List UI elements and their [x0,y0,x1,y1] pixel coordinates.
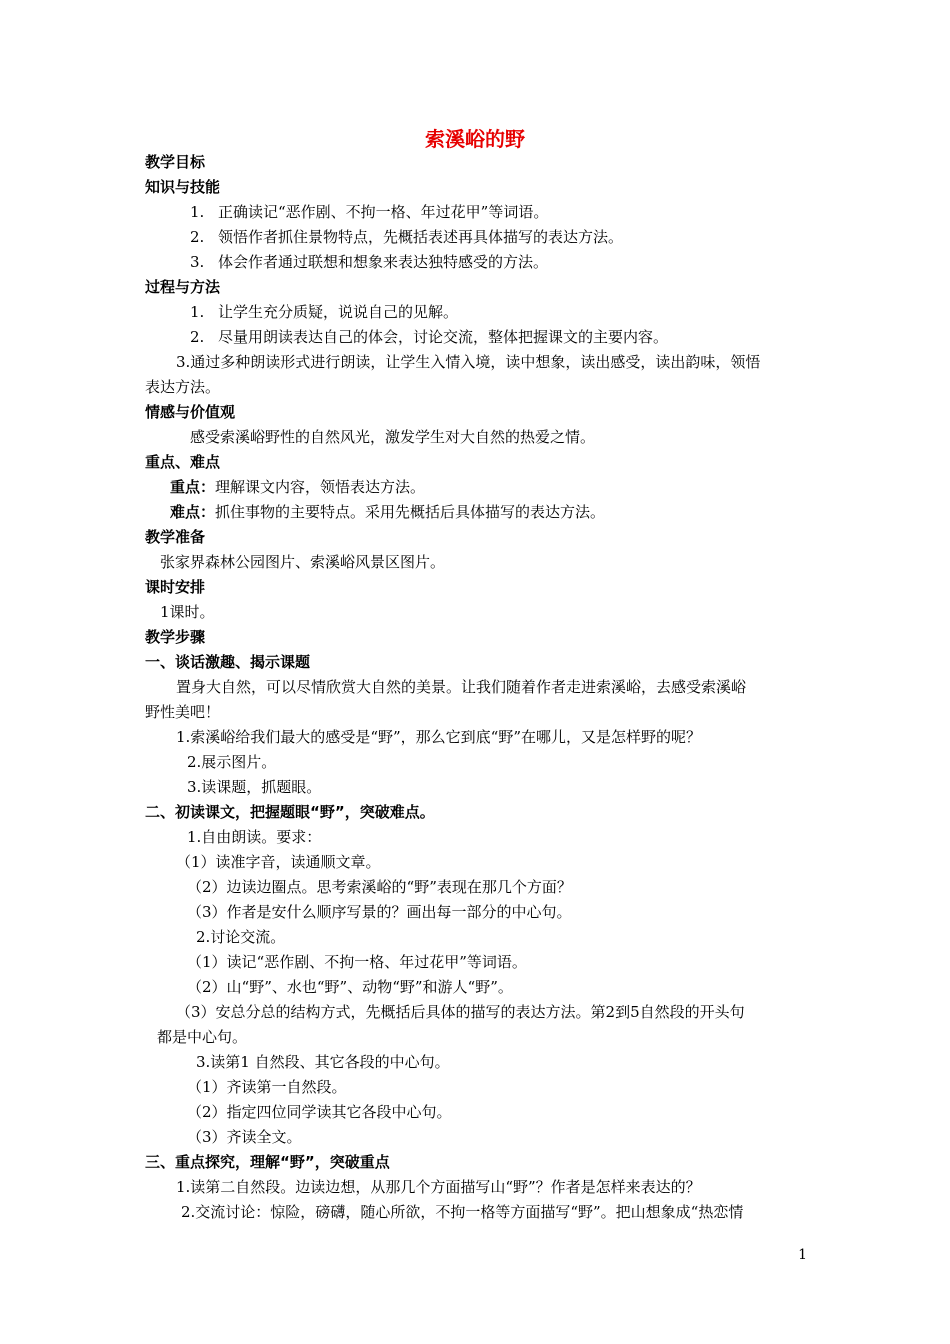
list-number: 1. [190,303,205,321]
list-text: 尽量用朗读表达自己的体会，讨论交流，整体把握课文的主要内容。 [218,328,669,346]
paragraph-line: 1.索溪峪给我们最大的感受是“野”，那么它到底“野”在哪儿，又是怎样野的呢？ [176,728,701,746]
heading-schedule: 课时安排 [145,578,206,596]
paragraph-line: （1）齐读第一自然段。 [187,1078,347,1096]
heading-goals: 教学目标 [145,153,206,171]
paragraph-line: （3）作者是安什么顺序写景的？画出每一部分的中心句。 [187,903,572,921]
list-number: 2. [190,328,205,346]
heading-process: 过程与方法 [145,278,221,296]
paragraph-line: （2）边读边圈点。思考索溪峪的“野”表现在那几个方面？ [187,878,572,896]
list-item [190,227,623,247]
paragraph-line: 表达方法。 [145,378,221,396]
paragraph-line: （1）读记“恶作剧、不拘一格、年过花甲”等词语。 [187,953,527,971]
list-item [190,202,548,222]
difficulty-text: 抓住事物的主要特点。采用先概括后具体描写的表达方法。 [215,503,606,521]
heading-knowledge: 知识与技能 [145,178,221,196]
paragraph-line: （1）读准字音，读通顺文章。 [176,853,381,871]
step-heading-2: 二、初读课文，把握题眼“野”，突破难点。 [145,803,435,821]
key-text: 理解课文内容，领悟表达方法。 [215,478,426,496]
key-label: 重点： [170,478,216,496]
list-number: 2. [190,228,205,246]
paragraph-line: 都是中心句。 [157,1028,248,1046]
paragraph-line: 2.展示图片。 [187,753,277,771]
paragraph-line: 置身大自然，可以尽情欣赏大自然的美景。让我们随着作者走进索溪峪，去感受索溪峪 [176,678,747,696]
paragraph-line: 2.交流讨论：惊险，磅礴，随心所欲，不拘一格等方面描写“野”。把山想象成“热恋情 [181,1203,744,1221]
paragraph-line: 2.讨论交流。 [196,928,286,946]
list-text: 正确读记“恶作剧、不拘一格、年过花甲”等词语。 [218,203,549,221]
heading-emotion: 情感与价值观 [145,403,236,421]
heading-key-points: 重点、难点 [145,453,221,471]
step-heading-1: 一、谈话激趣、揭示课题 [145,653,311,671]
difficulty-line [170,502,605,522]
heading-steps: 教学步骤 [145,628,206,646]
paragraph-line: 野性美吧！ [145,703,221,721]
key-point-line [170,477,425,497]
list-number: 3. [190,253,205,271]
list-item [190,252,548,272]
list-text: 体会作者通过联想和想象来表达独特感受的方法。 [218,253,549,271]
paragraph-line: 3.读课题，抓题眼。 [187,778,322,796]
list-number: 1. [190,203,205,221]
document-title: 索溪峪的野 [425,127,525,151]
paragraph-line: （3）齐读全文。 [187,1128,302,1146]
paragraph-line: （2）指定四位同学读其它各段中心句。 [187,1103,452,1121]
paragraph-line: 3.读第1 自然段、其它各段的中心句。 [196,1053,450,1071]
paragraph-line: （3）安总分总的结构方式，先概括后具体的描写的表达方法。第2到5自然段的开头句 [176,1003,745,1021]
paragraph-line: 1课时。 [160,603,215,621]
paragraph-line: 1.自由朗读。要求： [187,828,322,846]
paragraph-line: 1.读第二自然段。边读边想，从那几个方面描写山“野”？作者是怎样来表达的？ [176,1178,701,1196]
paragraph-line: 感受索溪峪野性的自然风光，激发学生对大自然的热爱之情。 [190,428,596,446]
list-text: 让学生充分质疑，说说自己的见解。 [218,303,459,321]
heading-preparation: 教学准备 [145,528,206,546]
list-item [190,302,458,322]
page-number: 1 [798,1247,807,1263]
step-heading-3: 三、重点探究，理解“野”，突破重点 [145,1153,390,1171]
paragraph-line: 3.通过多种朗读形式进行朗读，让学生入情入境，读中想象，读出感受，读出韵味，领悟 [176,353,761,371]
paragraph-line: （2）山“野”、水也“野”、动物“野”和游人“野”。 [187,978,513,996]
list-item [190,327,668,347]
list-text: 领悟作者抓住景物特点，先概括表述再具体描写的表达方法。 [218,228,624,246]
difficulty-label: 难点： [170,503,216,521]
paragraph-line: 张家界森林公园图片、索溪峪风景区图片。 [160,553,446,571]
